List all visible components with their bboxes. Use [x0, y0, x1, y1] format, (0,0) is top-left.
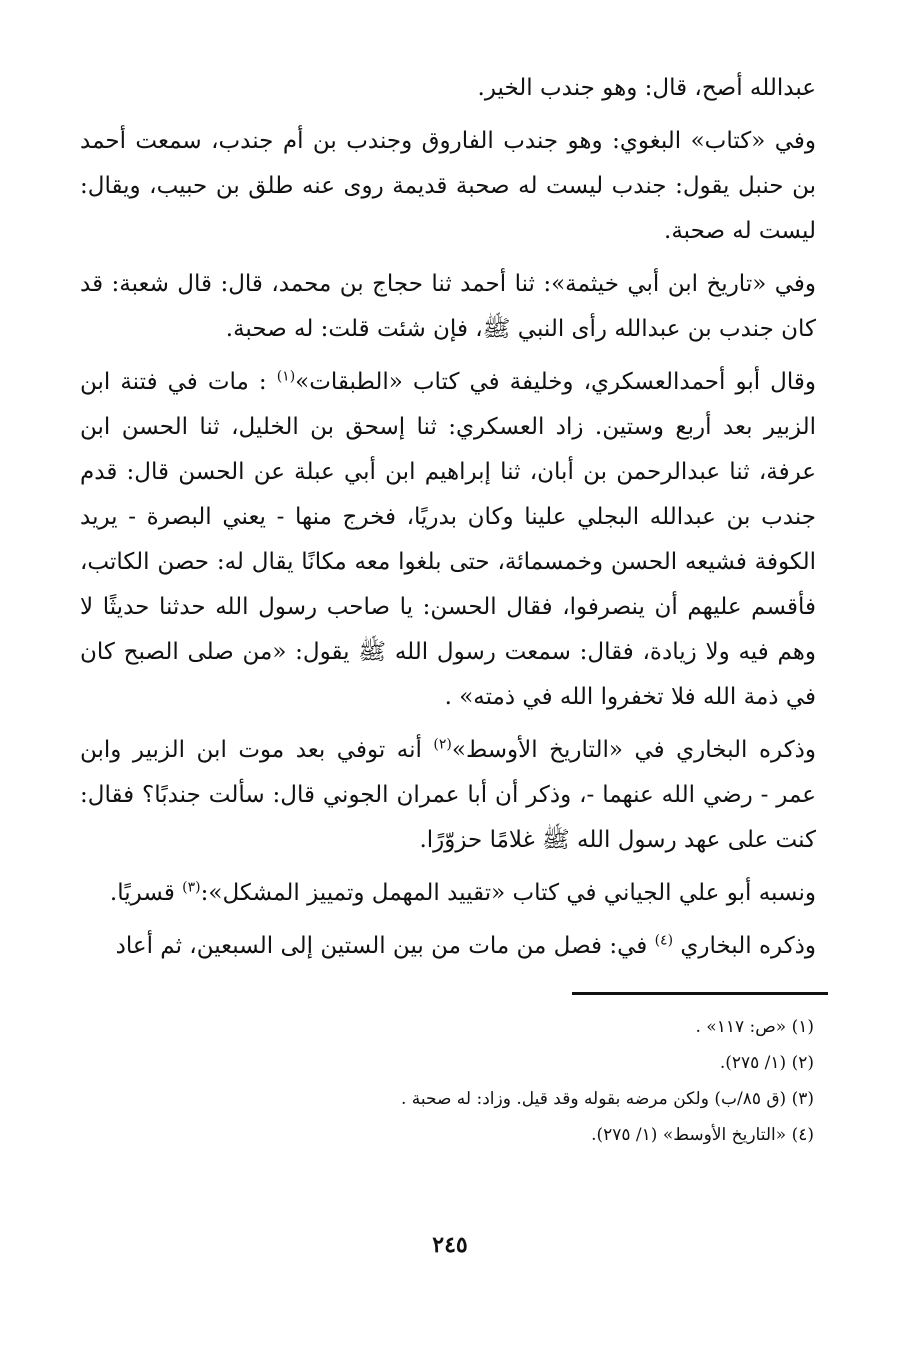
paragraph-7-text-end: في: فصل من مات من بين الستين إلى السبعين، ثم أعاد [115, 933, 655, 959]
paragraph-4-text-end: : مات في فتنة ابن الزبير بعد أربع وستين. زاد العسكري: ثنا إسحق بن الخليل، ثنا الحسن ابن عرفة، ثنا عبدالرحمن بن أبان، ثنا إبراهيم ابن أبي عبلة عن الحسن قال: قدم جندب بن عبدالله البجلي علينا وكان بدريًا، فخرج منها - يعني البصرة - يريد الكوفة فشيعه الحسن وخمسمائة، حتى بلغوا معه مكانًا يقال له: حصن الكاتب، فأقسم عليهم أن ينصرفوا، فقال الحسن: يا صاحب رسول الله حدثنا حديثًا لا وهم فيه ولا زيادة، فقال: سمعت رسول الله ﷺ يقول: «من صلى الصبح كان في ذمة الله فلا تخفروا الله في ذمته» . [80, 369, 816, 710]
paragraph-6-text-start: ونسبه أبو علي الجياني في كتاب «تقييد المهمل وتمييز المشكل»: [200, 880, 816, 906]
paragraph-1: عبدالله أصح، قال: وهو جندب الخير. [477, 75, 816, 101]
paragraph-6 [80, 871, 816, 916]
page-number: ٢٤٥ [432, 1232, 468, 1258]
paragraph-4 [80, 360, 816, 720]
footnote-marker-2: (٢) [433, 736, 452, 753]
footnote-4: (٤) «التاريخ الأوسط» (١/ ٢٧٥). [591, 1125, 814, 1145]
footnote-2: (٢) (١/ ٢٧٥). [719, 1053, 814, 1073]
paragraph-4-text-start: وقال أبو أحمدالعسكري، وخليفة في كتاب «الطبقات» [295, 369, 816, 395]
paragraph-6-text-end: قسريًا. [109, 880, 183, 906]
footnote-marker-3: (٣) [182, 879, 201, 896]
footnotes [84, 1010, 814, 1154]
paragraph-7 [80, 924, 816, 969]
paragraph-3: وفي «تاريخ ابن أبي خيثمة»: ثنا أحمد ثنا حجاج بن محمد، قال: قال شعبة: قد كان جندب بن عبدالله رأى النبي ﷺ، فإن شئت قلت: له صحبة. [80, 271, 816, 342]
paragraph-5-text-end: أنه توفي بعد موت ابن الزبير وابن عمر - رضي الله عنهما -، وذكر أن أبا عمران الجوني قال: سألت جندبًا؟ فقال: كنت على عهد رسول الله ﷺ غلامًا حزوّرًا. [80, 737, 816, 853]
footnote-marker-1: (١) [276, 368, 296, 385]
main-text [80, 66, 816, 977]
paragraph-5 [80, 728, 816, 863]
footnote-marker-4: (٤) [654, 932, 674, 949]
footnote-separator [572, 992, 828, 995]
paragraph-5-text-start: وذكره البخاري في «التاريخ الأوسط» [451, 737, 816, 763]
paragraph-7-text-start: وذكره البخاري [673, 933, 816, 959]
footnote-3: (٣) (ق ٨٥/ب) ولكن مرضه بقوله وقد قيل. وزاد: له صحبة . [400, 1089, 814, 1109]
footnote-1: (١) «ص: ١١٧» . [695, 1017, 814, 1037]
paragraph-2: وفي «كتاب» البغوي: وهو جندب الفاروق وجندب بن أم جندب، سمعت أحمد بن حنبل يقول: جندب ليست له صحبة قديمة روى عنه طلق بن حبيب، ويقال: ليست له صحبة. [80, 128, 816, 244]
